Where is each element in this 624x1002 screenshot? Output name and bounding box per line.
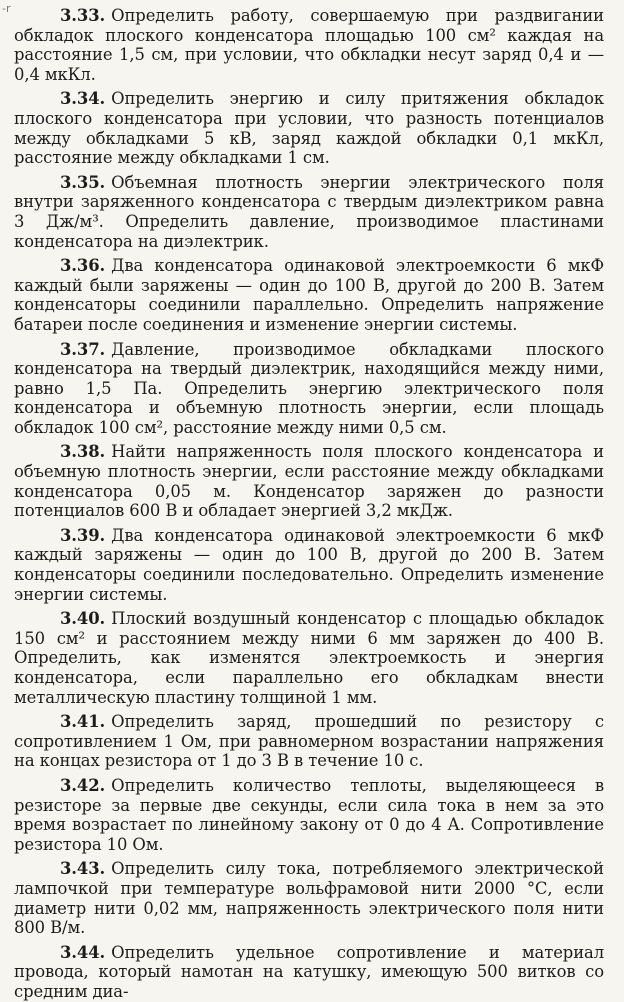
problem-3-40: [14, 609, 604, 707]
problem-3-36: [14, 256, 604, 334]
problem-3-41: [14, 712, 604, 771]
problem-text: Найти напряженность поля плоского конденсатора и объемную плотность энергии, если расстояние между обкладками конденсатора 0,05 м. Конденсатор заряжен до разности потенциалов 600 В и обладает энергией 3,2 мкДж.: [14, 442, 604, 521]
problem-text: Определить силу тока, потребляемого электрической лампочкой при температуре вольфрамовой нити 2000 °С, если диаметр нити 0,02 мм, напряженность электрического поля нити 800 В/м.: [14, 859, 604, 938]
problem-text: Определить заряд, прошедший по резистору с сопротивлением 1 Ом, при равномерном возрастании напряжения на концах резистора от 1 до 3 В в течение 10 с.: [14, 712, 604, 771]
problem-3-43: [14, 859, 604, 937]
problem-number: 3.33.: [60, 6, 106, 25]
problem-number: 3.39.: [60, 525, 106, 545]
problem-text: Определить количество теплоты, выделяющееся в резисторе за первые две секунды, если сила тока в нем за это время возрастает по линейному закону от 0 до 4 А. Сопротивление резистора 10 Ом.: [14, 775, 604, 854]
problem-number: 3.36.: [60, 256, 106, 276]
page-corner-mark: -r: [2, 2, 11, 15]
problem-text: Давление, производимое обкладками плоского конденсатора на твердый диэлектрик, находящийся между ними, равно 1,5 Па. Определить энергию электрического поля конденсатора и объемную плотность энергии, если площадь обкладок 100 см², расстояние между ними 0,5 см.: [14, 339, 604, 437]
problem-number: 3.40.: [60, 609, 106, 629]
problem-number: 3.42.: [60, 775, 106, 795]
problem-3-33: [14, 6, 604, 84]
problem-text: Определить удельное сопротивление и материал провода, который намотан на катушку, имеющую 500 витков со средним диа-: [14, 942, 604, 1001]
problem-3-39: [14, 526, 604, 604]
problem-text: Объемная плотность энергии электрического поля внутри заряженного конденсатора с твердым диэлектриком равна 3 Дж/м³. Определить давление, производимое пластинами конденсатора на диэлектрик.: [14, 172, 604, 251]
problem-3-37: [14, 340, 604, 438]
problem-3-38: [14, 442, 604, 520]
problem-text: Два конденсатора одинаковой электроемкости 6 мкФ каждый были заряжены — один до 100 В, другой до 200 В. Затем конденсаторы соединили параллельно. Определить напряжение батареи после соединения и изменение энергии системы.: [14, 256, 604, 334]
problem-3-34: [14, 89, 604, 167]
problem-number: 3.41.: [60, 712, 106, 732]
problem-text: Два конденсатора одинаковой электроемкости 6 мкФ каждый заряжены — один до 100 В, другой до 200 В. Затем конденсаторы соединили последовательно. Определить изменение энергии системы.: [14, 525, 604, 604]
problem-number: 3.38.: [60, 442, 106, 462]
problem-text: Определить работу, совершаемую при раздвигании обкладок плоского конденсатора площадью 100 см² каждая на расстояние 1,5 см, при условии, что обкладки несут заряд 0,4 и —0,4 мкКл.: [14, 6, 604, 84]
problem-3-42: [14, 776, 604, 854]
problem-number: 3.35.: [60, 172, 106, 192]
problem-3-35: [14, 173, 604, 251]
problem-text: Плоский воздушный конденсатор с площадью обкладок 150 см² и расстоянием между ними 6 мм заряжен до 400 В. Определить, как изменятся электроемкость и энергия конденсатора, если параллельно его обкладкам внести металлическую пластину толщиной 1 мм.: [14, 609, 604, 707]
problem-number: 3.43.: [60, 859, 106, 879]
problem-3-44: [14, 943, 604, 1002]
problem-number: 3.44.: [60, 942, 106, 962]
problem-number: 3.37.: [60, 339, 106, 359]
problem-text: Определить энергию и силу притяжения обкладок плоского конденсатора при условии, что разность потенциалов между обкладками 5 кВ, заряд каждой обкладки 0,1 мкКл, расстояние между обкладками 1 см.: [14, 89, 604, 168]
problem-number: 3.34.: [60, 89, 106, 109]
